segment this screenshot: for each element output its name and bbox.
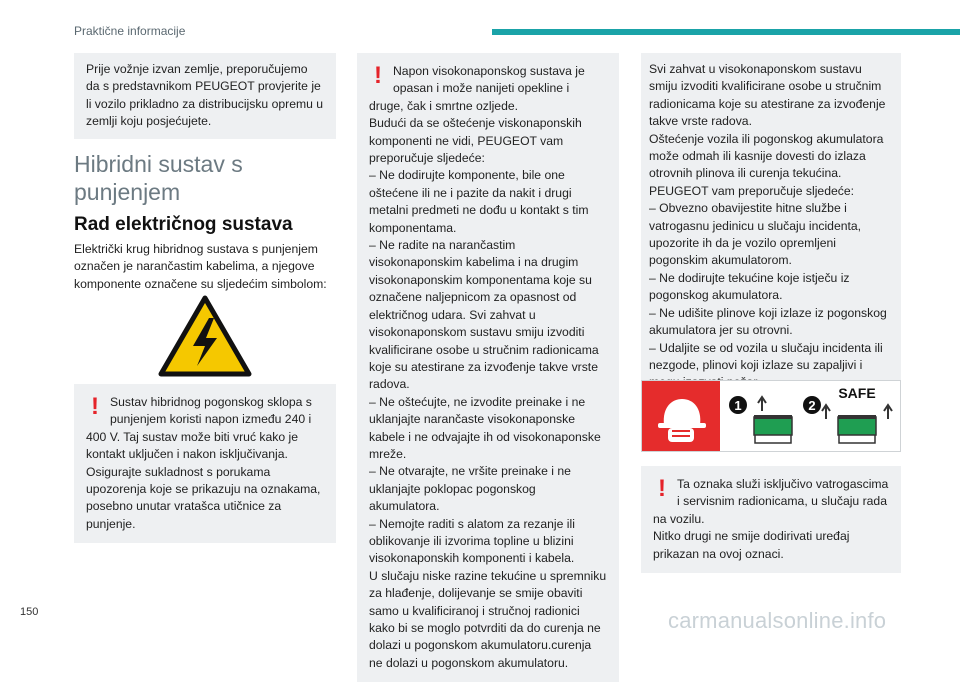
warning-icon: ! <box>374 62 382 89</box>
section-header: Praktične informacije <box>74 24 186 38</box>
warning-line: – Nemojte raditi s alatom za rezanje ili oblikovanje ili izvorima topline u blizini visokonaponskih komponenti i kabela. <box>369 516 575 566</box>
watermark: carmanualsonline.info <box>668 608 887 633</box>
battery-disconnect-1-icon <box>754 397 792 443</box>
warning-icon: ! <box>91 393 99 420</box>
rescue-label-warning-box <box>641 466 901 573</box>
hv-service-info-box <box>641 53 901 400</box>
offroad-note-text: Prije vožnje izvan zemlje, preporučujemo da s predstavnikom PEUGEOT provjerite je li vozilo prikladno za distribucijsku opremu u zemlji koju posjećujete. <box>86 62 324 129</box>
high-voltage-warning-icon <box>157 294 253 378</box>
rescue-label-graphic <box>642 381 900 451</box>
page-number: 150 <box>20 606 39 618</box>
intro-text: Električki krug hibridnog sustava s punjenjem označen je narančastim kabelima, a njegove komponente označene su sljedećim simbolom: <box>74 242 327 291</box>
info-line: Svi zahvat u visokonaponskom sustavu smiju izvoditi kvalificirane osobe u stručnim radionicama koje su atestirane za izvođenje takve vrste radova. <box>649 62 886 129</box>
warning-line: – Ne otvarajte, ne vršite preinake i ne uklanjajte poklopac pogonskog akumulatora. <box>369 464 571 514</box>
header-accent-bar <box>492 29 960 35</box>
rescue-service-label <box>641 380 901 452</box>
warning-line: Sustav hibridnog pogonskog sklopa s punjenjem koristi napon između 240 i 400 V. Taj sustav može biti vruć kako je kontakt uključen i nakon isključivanja. <box>86 395 312 462</box>
step-1-number: 1 <box>734 398 742 413</box>
warning-line: Osigurajte sukladnost s porukama upozorenja koje se prikazuju na oznakama, posebno unutar vratašca utičnice za punjenje. <box>86 464 321 531</box>
warning-line: – Ne radite na narančastim visokonaponskim kabelima i na drugim visokonaponskim komponentama koje su označene naljepnicom za opasnost od električnog udara. Svi zahvat u visokonaponskom sustavu smiju izvoditi kvalificirane osobe u stručnim radionicama koje su atestirane za izvođenje takve vrste radova. <box>369 238 599 392</box>
warning-line: U slučaju niske razine tekućine u spremniku za hlađenje, dolijevanje se smije obaviti samo u kvalificiranoj i stručnoj radionici kako bi se moglo potvrditi da do curenja ne dolazi u pogonskom akumulatoru.curenja ne dolazi u pogonskom akumulatoru. <box>369 568 607 670</box>
info-line: – Ne dodirujte tekućine koje istječu iz pogonskog akumulatora. <box>649 270 850 303</box>
hv-danger-warning-box <box>357 53 619 682</box>
section-title: Hibridni sustav s punjenjem <box>74 151 243 205</box>
info-line: – Obvezno obavijestite hitne službe i vatrogasnu jedinicu u slučaju incidenta, upozorite ih da je vozilo opremljeni pogonskim akumulatorom. <box>649 201 862 268</box>
subsection-title: Rad električnog sustava <box>74 214 293 235</box>
warning-line: Nitko drugi ne smije dodirivati uređaj prikazan na ovoj oznaci. <box>653 529 850 561</box>
offroad-note-box <box>74 53 336 139</box>
step-2-number: 2 <box>808 398 816 413</box>
hv-system-warning-box <box>74 384 336 543</box>
info-line: Oštećenje vozila ili pogonskog akumulatora može odmah ili kasnije dovesti do izlaza otrovnih plinova ili curenja tekućina. <box>649 131 884 181</box>
warning-line: Budući da se oštećenje viskonaponskih komponenti ne vidi, PEUGEOT vam preporučuje sljedeće: <box>369 116 582 166</box>
warning-icon: ! <box>658 475 666 502</box>
warning-line: – Ne dodirujte komponente, bile one oštećene ili ne i pazite da nakit i drugi metalni predmeti ne dođu u kontakt s tim komponentama. <box>369 168 589 235</box>
warning-line: Napon visokonaponskog sustava je opasan i može nanijeti opekline i druge, čak i smrtne ozljede. <box>369 64 585 113</box>
info-line: PEUGEOT vam preporučuje sljedeće: <box>649 183 855 198</box>
info-line: – Udaljite se od vozila u slučaju incidenta ili nezgode, plinovi koji izlaze su zapaljivi i <box>649 340 883 372</box>
warning-line: – Ne oštećujte, ne izvodite preinake i ne uklanjajte narančaste visokonaponske kabele i ne odvajajte ih od visokonaponske mreže. <box>369 394 601 461</box>
warning-line: Ta oznaka služi isključivo vatrogascima i servisnim radionicama, u slučaju rada na vozilu. <box>653 477 889 526</box>
battery-disconnect-2-icon <box>822 405 892 443</box>
safe-text: SAFE <box>838 385 876 401</box>
info-line: – Ne udišite plinove koji izlaze iz pogonskog akumulatora jer su otrovni. <box>649 305 887 338</box>
